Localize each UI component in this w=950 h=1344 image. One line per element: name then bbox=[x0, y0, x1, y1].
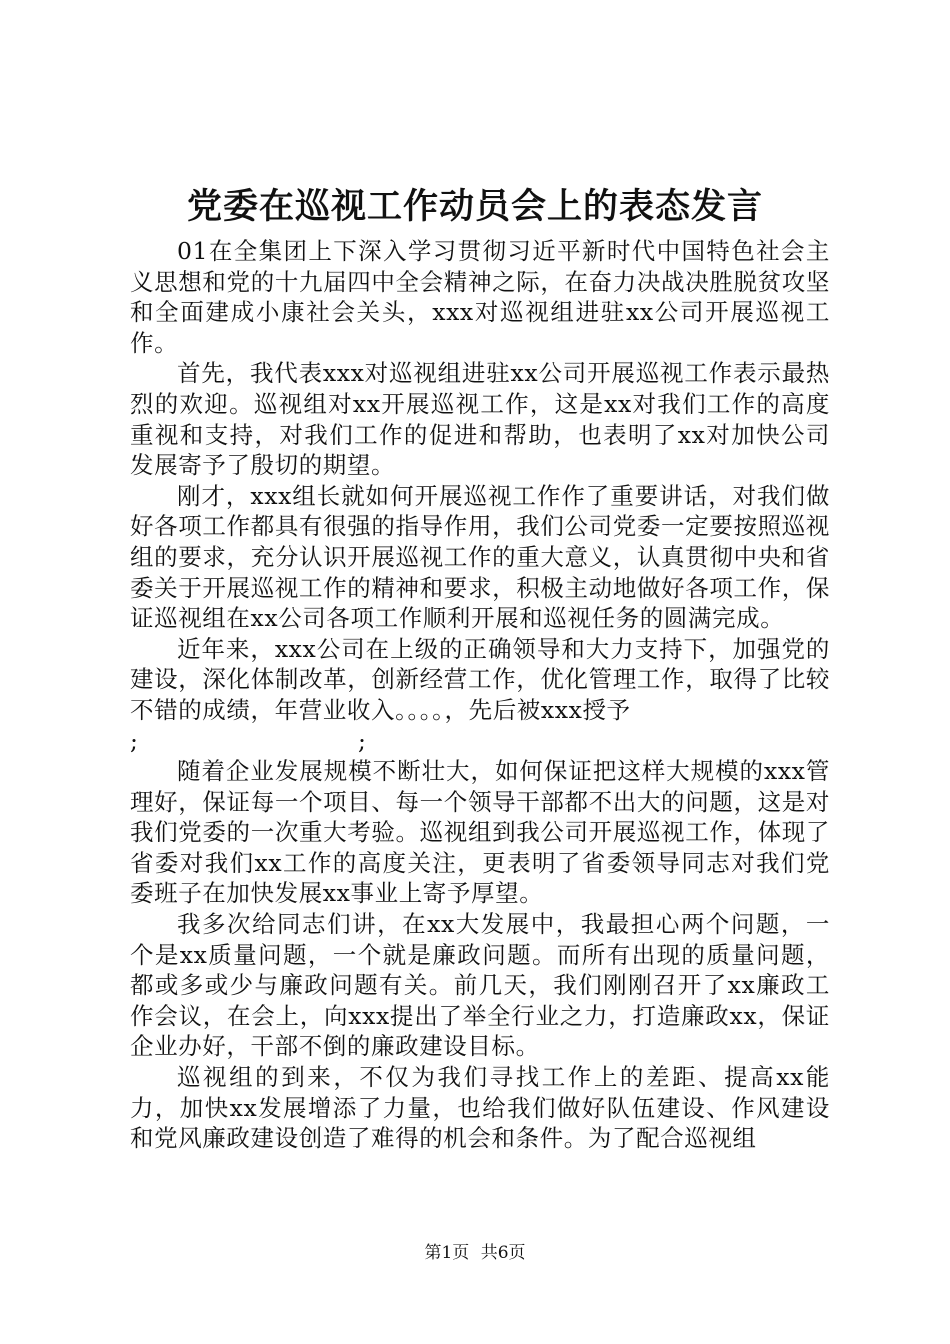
paragraph-3: 刚才，xxx组长就如何开展巡视工作作了重要讲话，对我们做好各项工作都具有很强的指导作用，我们公司党委一定要按照巡视组的要求，充分认识开展巡视工作的重大意义，认真贯彻中央和省委关于开展巡视工作的精神和要求，积极主动地做好各项工作，保证巡视组在xx公司各项工作顺利开展和巡视任务的圆满完成。 bbox=[130, 481, 830, 633]
paragraph-7: 巡视组的到来，不仅为我们寻找工作上的差距、提高xx能力，加快xx发展增添了力量，也给我们做好队伍建设、作风建设和党风廉政建设创造了难得的机会和条件。为了配合巡视组 bbox=[130, 1063, 830, 1153]
paragraph-4: 近年来，xxx公司在上级的正确领导和大力支持下，加强党的建设，深化体制改革，创新经营工作，优化管理工作，取得了比较不错的成绩，年营业收入。。。。，先后被xxx授予 bbox=[130, 634, 830, 724]
paragraph-5: 随着企业发展规模不断壮大，如何保证把这样大规模的xxx管理好，保证每一个项目、每一个领导干部都不出大的问题，这是对我们党委的一次重大考验。巡视组到我公司开展巡视工作，体现了省委对我们xx工作的高度关注，更表明了省委领导同志对我们党委班子在加快发展xx事业上寄予厚望。 bbox=[130, 757, 830, 908]
paragraph-2: 首先，我代表xxx对巡视组进驻xx公司开展巡视工作表示最热烈的欢迎。巡视组对xx开展巡视工作，这是xx对我们工作的高度重视和支持，对我们工作的促进和帮助，也表明了xx对加快公司发展寄予了殷切的期望。 bbox=[130, 359, 830, 480]
document-title: 党委在巡视工作动员会上的表态发言 bbox=[186, 186, 763, 227]
page-footer: 第1页 共6页 bbox=[424, 1243, 526, 1263]
document-body bbox=[130, 236, 830, 1154]
paragraph-6: 我多次给同志们讲，在xx大发展中，我最担心两个问题，一个是xx质量问题，一个就是廉政问题。而所有出现的质量问题，都或多或少与廉政问题有关。前几天，我们刚刚召开了xx廉政工作会议，在会上，向xxx提出了举全行业之力，打造廉政xx，保证企业办好，干部不倒的廉政建设目标。 bbox=[130, 910, 830, 1061]
paragraph-1: 01在全集团上下深入学习贯彻习近平新时代中国特色社会主义思想和党的十九届四中全会精神之际，在奋力决战决胜脱贫攻坚和全面建成小康社会关头，xxx对巡视组进驻xx公司开展巡视工作。 bbox=[130, 237, 830, 357]
blank-mark-2: ; bbox=[358, 726, 367, 755]
blank-mark-1: ; bbox=[130, 726, 139, 755]
fill-in-blank-line bbox=[130, 726, 830, 757]
